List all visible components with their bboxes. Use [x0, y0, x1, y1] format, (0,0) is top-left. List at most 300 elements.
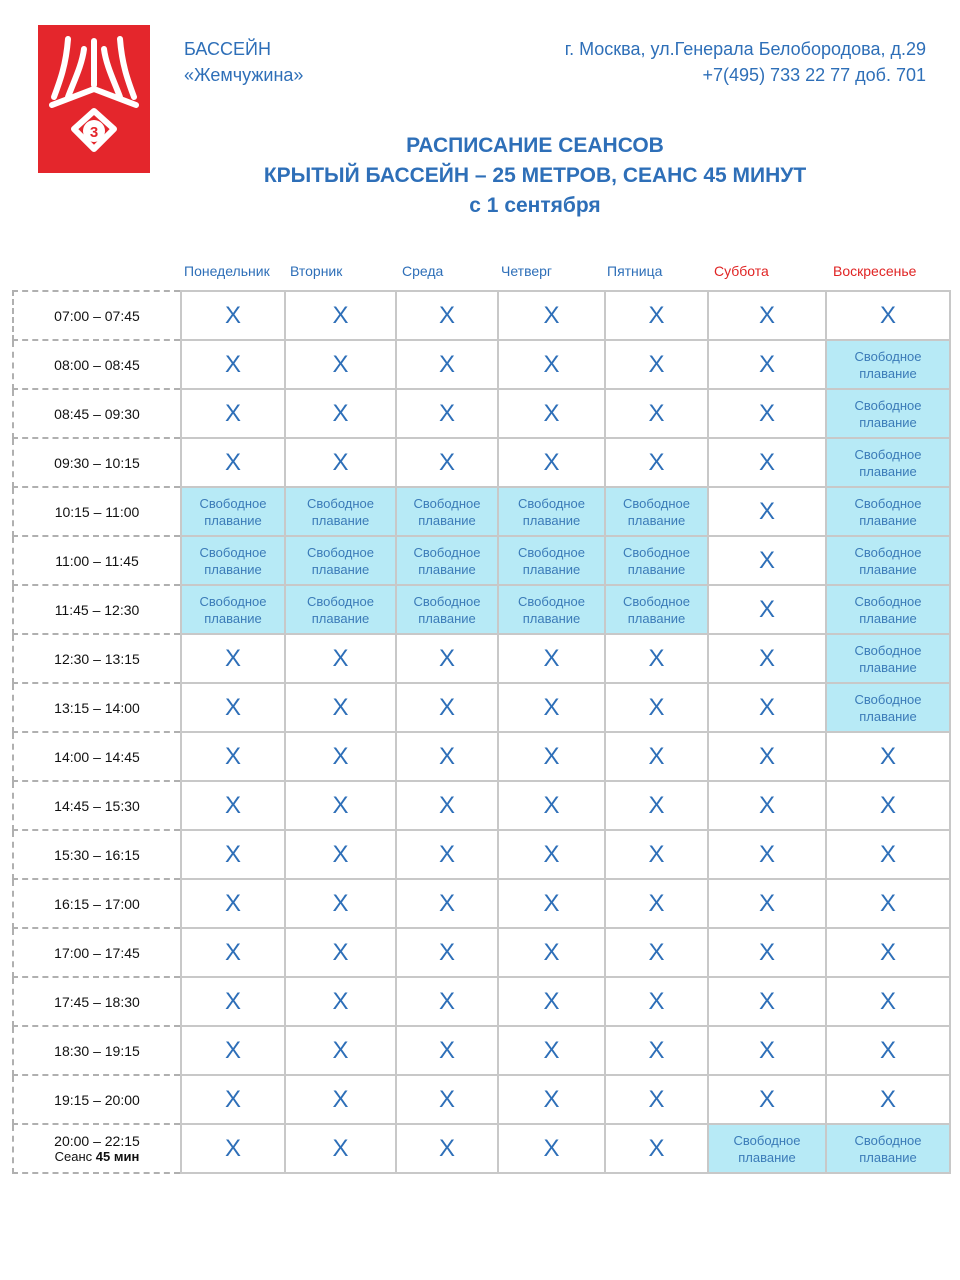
- closed-cell: [708, 536, 826, 585]
- session-length-value: 45 мин: [95, 1149, 140, 1164]
- time-slot: 19:15 – 20:00: [54, 1091, 140, 1108]
- closed-cell: [498, 1026, 605, 1075]
- closed-cell: [498, 977, 605, 1026]
- closed-mark: X: [879, 301, 896, 329]
- closed-mark: X: [543, 1134, 560, 1162]
- closed-mark: X: [648, 742, 665, 770]
- time-slot-cell: [13, 732, 181, 781]
- closed-cell: [708, 438, 826, 487]
- closed-cell: [826, 1075, 950, 1124]
- closed-mark: X: [543, 399, 560, 427]
- table-row: [13, 536, 950, 585]
- closed-cell: [285, 732, 396, 781]
- table-row: [13, 830, 950, 879]
- free-swim-cell: [498, 487, 605, 536]
- closed-mark: X: [543, 301, 560, 329]
- closed-cell: [498, 683, 605, 732]
- free-swim-cell: [826, 1124, 950, 1173]
- closed-mark: X: [332, 350, 349, 378]
- closed-mark: X: [332, 742, 349, 770]
- table-row: [13, 1124, 950, 1173]
- closed-cell: [396, 977, 498, 1026]
- closed-cell: [605, 879, 708, 928]
- closed-cell: [285, 830, 396, 879]
- closed-cell: [708, 879, 826, 928]
- free-swim-cell: [396, 585, 498, 634]
- closed-mark: X: [879, 938, 896, 966]
- closed-mark: X: [332, 889, 349, 917]
- free-swim-label-line-1: Свободное: [854, 642, 922, 658]
- time-slot-cell: [13, 1026, 181, 1075]
- closed-mark: X: [224, 840, 241, 868]
- closed-mark: X: [648, 791, 665, 819]
- closed-mark: X: [224, 1134, 241, 1162]
- closed-mark: X: [438, 350, 455, 378]
- closed-cell: [826, 732, 950, 781]
- closed-cell: [285, 340, 396, 389]
- table-row: [13, 879, 950, 928]
- closed-mark: X: [332, 938, 349, 966]
- closed-cell: [498, 634, 605, 683]
- closed-mark: X: [224, 693, 241, 721]
- day-header: Четверг: [501, 263, 553, 279]
- time-slot: 12:30 – 13:15: [54, 650, 140, 667]
- time-slot-cell: [13, 683, 181, 732]
- time-slot-cell: [13, 291, 181, 340]
- closed-cell: [396, 389, 498, 438]
- free-swim-cell: [181, 487, 285, 536]
- closed-cell: [498, 879, 605, 928]
- closed-cell: [181, 928, 285, 977]
- free-swim-label-line-1: Свободное: [623, 593, 690, 609]
- time-slot-cell: [13, 928, 181, 977]
- closed-mark: X: [758, 938, 775, 966]
- closed-mark: X: [224, 301, 241, 329]
- closed-cell: [605, 340, 708, 389]
- free-swim-label-line-2: плавание: [859, 1149, 917, 1165]
- closed-mark: X: [648, 301, 665, 329]
- free-swim-label-line-2: плавание: [418, 561, 476, 577]
- closed-cell: [498, 1124, 605, 1173]
- closed-cell: [181, 438, 285, 487]
- closed-cell: [498, 389, 605, 438]
- time-slot: 14:45 – 15:30: [54, 797, 140, 814]
- closed-cell: [826, 781, 950, 830]
- closed-mark: X: [879, 889, 896, 917]
- closed-mark: X: [224, 938, 241, 966]
- free-swim-label-line-1: Свободное: [413, 593, 481, 609]
- closed-mark: X: [758, 1036, 775, 1064]
- free-swim-label-line-1: Свободное: [854, 495, 922, 511]
- closed-cell: [396, 340, 498, 389]
- table-row: [13, 977, 950, 1026]
- closed-mark: X: [332, 840, 349, 868]
- closed-mark: X: [224, 399, 241, 427]
- table-row: [13, 291, 950, 340]
- closed-cell: [396, 830, 498, 879]
- closed-cell: [396, 1075, 498, 1124]
- closed-cell: [708, 683, 826, 732]
- free-swim-label-line-2: плавание: [522, 512, 581, 528]
- day-header: Понедельник: [184, 263, 270, 279]
- closed-cell: [708, 291, 826, 340]
- closed-mark: X: [879, 742, 896, 770]
- closed-mark: X: [543, 938, 560, 966]
- closed-cell: [498, 340, 605, 389]
- free-swim-label-line-1: Свободное: [199, 495, 267, 511]
- free-swim-label-line-2: плавание: [311, 610, 370, 626]
- free-swim-label-line-2: плавание: [859, 463, 917, 479]
- closed-mark: X: [543, 644, 560, 672]
- table-row: [13, 389, 950, 438]
- free-swim-label-line-1: Свободное: [854, 397, 922, 413]
- free-swim-label-line-2: плавание: [204, 512, 262, 528]
- closed-cell: [181, 879, 285, 928]
- closed-mark: X: [332, 448, 349, 476]
- closed-cell: [285, 928, 396, 977]
- closed-mark: X: [543, 791, 560, 819]
- time-slot: 07:00 – 07:45: [54, 307, 140, 324]
- closed-mark: X: [758, 399, 775, 427]
- closed-cell: [708, 389, 826, 438]
- closed-cell: [285, 291, 396, 340]
- closed-mark: X: [758, 301, 775, 329]
- closed-mark: X: [332, 301, 349, 329]
- closed-cell: [605, 977, 708, 1026]
- closed-mark: X: [758, 791, 775, 819]
- free-swim-cell: [498, 585, 605, 634]
- closed-mark: X: [332, 693, 349, 721]
- free-swim-label-line-1: Свободное: [854, 348, 922, 364]
- time-slot-cell: [13, 634, 181, 683]
- free-swim-label-line-1: Свободное: [854, 544, 922, 560]
- page-title: [0, 131, 960, 221]
- closed-mark: X: [332, 1036, 349, 1064]
- free-swim-label-line-1: Свободное: [307, 593, 374, 609]
- free-swim-label-line-2: плавание: [522, 561, 581, 577]
- closed-mark: X: [543, 1036, 560, 1064]
- closed-mark: X: [224, 742, 241, 770]
- closed-cell: [708, 487, 826, 536]
- free-swim-cell: [605, 585, 708, 634]
- closed-mark: X: [758, 987, 775, 1015]
- closed-cell: [396, 1124, 498, 1173]
- closed-cell: [181, 389, 285, 438]
- time-slot: 08:00 – 08:45: [54, 356, 140, 373]
- free-swim-label-line-2: плавание: [522, 610, 581, 626]
- closed-cell: [708, 781, 826, 830]
- closed-cell: [605, 683, 708, 732]
- closed-mark: X: [879, 1036, 896, 1064]
- free-swim-cell: [498, 536, 605, 585]
- address: г. Москва, ул.Генерала Белобородова, д.29: [564, 39, 926, 59]
- free-swim-cell: [605, 487, 708, 536]
- closed-mark: X: [648, 448, 665, 476]
- day-header: Пятница: [607, 263, 663, 279]
- free-swim-label-line-2: плавание: [418, 512, 476, 528]
- closed-cell: [498, 291, 605, 340]
- closed-cell: [181, 1124, 285, 1173]
- free-swim-cell: [181, 585, 285, 634]
- closed-cell: [285, 389, 396, 438]
- closed-mark: X: [438, 399, 455, 427]
- closed-cell: [708, 977, 826, 1026]
- table-row: [13, 781, 950, 830]
- closed-mark: X: [758, 350, 775, 378]
- free-swim-label-line-2: плавание: [627, 610, 686, 626]
- free-swim-label-line-2: плавание: [859, 512, 917, 528]
- free-swim-label-line-1: Свободное: [854, 1132, 922, 1148]
- table-row: [13, 634, 950, 683]
- closed-mark: X: [648, 1085, 665, 1113]
- free-swim-label-line-1: Свободное: [854, 691, 922, 707]
- closed-cell: [826, 830, 950, 879]
- free-swim-label-line-1: Свободное: [199, 544, 267, 560]
- schedule-body: [13, 291, 950, 1173]
- logo-badge-text: 3: [89, 124, 99, 141]
- time-slot: 17:00 – 17:45: [54, 944, 140, 961]
- free-swim-label-line-2: плавание: [859, 659, 917, 675]
- closed-cell: [498, 732, 605, 781]
- closed-cell: [708, 830, 826, 879]
- table-row: [13, 487, 950, 536]
- closed-cell: [605, 1124, 708, 1173]
- closed-cell: [826, 977, 950, 1026]
- free-swim-label-line-1: Свободное: [307, 495, 374, 511]
- free-swim-cell: [396, 536, 498, 585]
- closed-mark: X: [224, 987, 241, 1015]
- closed-mark: X: [879, 840, 896, 868]
- free-swim-cell: [708, 1124, 826, 1173]
- free-swim-label-line-1: Свободное: [854, 593, 922, 609]
- table-row: [13, 340, 950, 389]
- closed-mark: X: [438, 1085, 455, 1113]
- time-slot: 08:45 – 09:30: [54, 405, 140, 422]
- closed-mark: X: [438, 301, 455, 329]
- time-slot: 17:45 – 18:30: [54, 993, 140, 1010]
- free-swim-label-line-1: Свободное: [854, 446, 922, 462]
- free-swim-label-line-2: плавание: [204, 610, 262, 626]
- free-swim-label-line-1: Свободное: [199, 593, 267, 609]
- time-slot-cell: [13, 487, 181, 536]
- free-swim-cell: [826, 389, 950, 438]
- free-swim-cell: [605, 536, 708, 585]
- closed-cell: [605, 1026, 708, 1075]
- closed-cell: [285, 977, 396, 1026]
- table-row: [13, 585, 950, 634]
- time-slot-cell: [13, 389, 181, 438]
- free-swim-cell: [826, 487, 950, 536]
- free-swim-label-line-2: плавание: [859, 414, 917, 430]
- time-slot-cell: [13, 1075, 181, 1124]
- closed-cell: [285, 1026, 396, 1075]
- time-slot-cell: [13, 585, 181, 634]
- closed-mark: X: [438, 693, 455, 721]
- closed-cell: [826, 928, 950, 977]
- closed-mark: X: [438, 938, 455, 966]
- closed-cell: [181, 732, 285, 781]
- closed-mark: X: [758, 840, 775, 868]
- closed-cell: [605, 291, 708, 340]
- closed-mark: X: [438, 1134, 455, 1162]
- free-swim-label-line-1: Свободное: [518, 495, 585, 511]
- title-line-1: РАСПИСАНИЕ СЕАНСОВ: [406, 134, 664, 157]
- time-slot-cell: [13, 340, 181, 389]
- closed-mark: X: [438, 644, 455, 672]
- org-line-1: БАССЕЙН: [184, 39, 271, 59]
- closed-cell: [498, 830, 605, 879]
- free-swim-label-line-2: плавание: [311, 512, 370, 528]
- closed-cell: [181, 977, 285, 1026]
- closed-cell: [605, 634, 708, 683]
- closed-mark: X: [543, 889, 560, 917]
- time-slot: 11:00 – 11:45: [55, 552, 139, 569]
- closed-mark: X: [543, 840, 560, 868]
- closed-mark: X: [758, 889, 775, 917]
- closed-cell: [708, 340, 826, 389]
- closed-cell: [285, 1124, 396, 1173]
- time-slot: 16:15 – 17:00: [54, 895, 140, 912]
- closed-mark: X: [758, 546, 775, 574]
- free-swim-cell: [826, 634, 950, 683]
- closed-cell: [181, 1075, 285, 1124]
- free-swim-label-line-2: плавание: [627, 512, 686, 528]
- free-swim-cell: [285, 585, 396, 634]
- closed-cell: [396, 438, 498, 487]
- free-swim-label-line-1: Свободное: [518, 593, 585, 609]
- closed-mark: X: [224, 350, 241, 378]
- closed-cell: [708, 732, 826, 781]
- closed-mark: X: [758, 1085, 775, 1113]
- closed-cell: [285, 634, 396, 683]
- closed-mark: X: [648, 693, 665, 721]
- closed-mark: X: [648, 1036, 665, 1064]
- schedule-table: [12, 290, 951, 1174]
- free-swim-cell: [826, 340, 950, 389]
- free-swim-label-line-2: плавание: [204, 561, 262, 577]
- time-slot: 11:45 – 12:30: [54, 601, 140, 618]
- closed-cell: [498, 438, 605, 487]
- closed-cell: [498, 1075, 605, 1124]
- free-swim-cell: [285, 536, 396, 585]
- closed-cell: [285, 1075, 396, 1124]
- closed-cell: [181, 634, 285, 683]
- closed-mark: X: [648, 399, 665, 427]
- closed-mark: X: [543, 1085, 560, 1113]
- free-swim-label-line-2: плавание: [738, 1149, 796, 1165]
- day-header: Вторник: [290, 263, 343, 279]
- time-slot: 10:15 – 11:00: [54, 503, 140, 520]
- closed-mark: X: [648, 840, 665, 868]
- closed-mark: X: [438, 742, 455, 770]
- time-slot-cell: [13, 830, 181, 879]
- closed-mark: X: [879, 987, 896, 1015]
- closed-cell: [285, 879, 396, 928]
- closed-cell: [285, 438, 396, 487]
- session-length-prefix: Сеанс: [54, 1149, 96, 1164]
- closed-cell: [181, 291, 285, 340]
- time-slot: 15:30 – 16:15: [54, 846, 140, 863]
- day-header: Среда: [402, 263, 444, 279]
- closed-cell: [396, 879, 498, 928]
- free-swim-label-line-1: Свободное: [307, 544, 374, 560]
- closed-mark: X: [648, 889, 665, 917]
- closed-mark: X: [758, 448, 775, 476]
- closed-mark: X: [224, 791, 241, 819]
- closed-mark: X: [543, 742, 560, 770]
- free-swim-label-line-1: Свободное: [413, 544, 481, 560]
- closed-cell: [605, 389, 708, 438]
- time-slot-cell: [13, 879, 181, 928]
- closed-mark: X: [758, 595, 775, 623]
- closed-cell: [826, 1026, 950, 1075]
- free-swim-cell: [285, 487, 396, 536]
- table-row: [13, 683, 950, 732]
- closed-mark: X: [543, 693, 560, 721]
- closed-cell: [605, 732, 708, 781]
- closed-cell: [285, 683, 396, 732]
- free-swim-cell: [181, 536, 285, 585]
- closed-mark: X: [332, 399, 349, 427]
- free-swim-cell: [396, 487, 498, 536]
- closed-mark: X: [224, 644, 241, 672]
- organization-name: [184, 36, 303, 88]
- closed-cell: [181, 1026, 285, 1075]
- table-row: [13, 1075, 950, 1124]
- closed-mark: X: [332, 1085, 349, 1113]
- free-swim-label-line-1: Свободное: [623, 495, 690, 511]
- time-slot-cell: [13, 1124, 181, 1173]
- closed-mark: X: [332, 987, 349, 1015]
- closed-mark: X: [758, 644, 775, 672]
- time-slot: 14:00 – 14:45: [54, 748, 140, 765]
- day-header-weekend: Воскресенье: [833, 263, 917, 279]
- table-row: [13, 1026, 950, 1075]
- free-swim-label-line-1: Свободное: [413, 495, 481, 511]
- time-slot: 13:15 – 14:00: [54, 699, 140, 716]
- closed-cell: [285, 781, 396, 830]
- time-slot-cell: [13, 781, 181, 830]
- closed-cell: [396, 291, 498, 340]
- closed-cell: [396, 732, 498, 781]
- closed-mark: X: [224, 1085, 241, 1113]
- closed-mark: X: [224, 448, 241, 476]
- title-line-2: КРЫТЫЙ БАССЕЙН – 25 МЕТРОВ, СЕАНС 45 МИНУТ: [263, 164, 807, 187]
- closed-mark: X: [543, 448, 560, 476]
- time-slot: 18:30 – 19:15: [54, 1042, 140, 1059]
- closed-mark: X: [648, 350, 665, 378]
- free-swim-cell: [826, 683, 950, 732]
- closed-cell: [708, 1075, 826, 1124]
- closed-mark: X: [224, 889, 241, 917]
- time-slot-cell: [13, 438, 181, 487]
- closed-mark: X: [332, 791, 349, 819]
- session-length: [14, 1149, 180, 1164]
- closed-mark: X: [648, 644, 665, 672]
- time-slot: 09:30 – 10:15: [54, 454, 140, 471]
- time-slot: 20:00 – 22:15: [54, 1133, 140, 1149]
- closed-cell: [498, 928, 605, 977]
- day-headers: [0, 263, 960, 283]
- closed-mark: X: [332, 1134, 349, 1162]
- closed-mark: X: [332, 644, 349, 672]
- closed-cell: [708, 634, 826, 683]
- org-line-2: «Жемчужина»: [184, 65, 304, 85]
- closed-mark: X: [543, 987, 560, 1015]
- closed-mark: X: [438, 889, 455, 917]
- closed-cell: [396, 634, 498, 683]
- closed-cell: [708, 928, 826, 977]
